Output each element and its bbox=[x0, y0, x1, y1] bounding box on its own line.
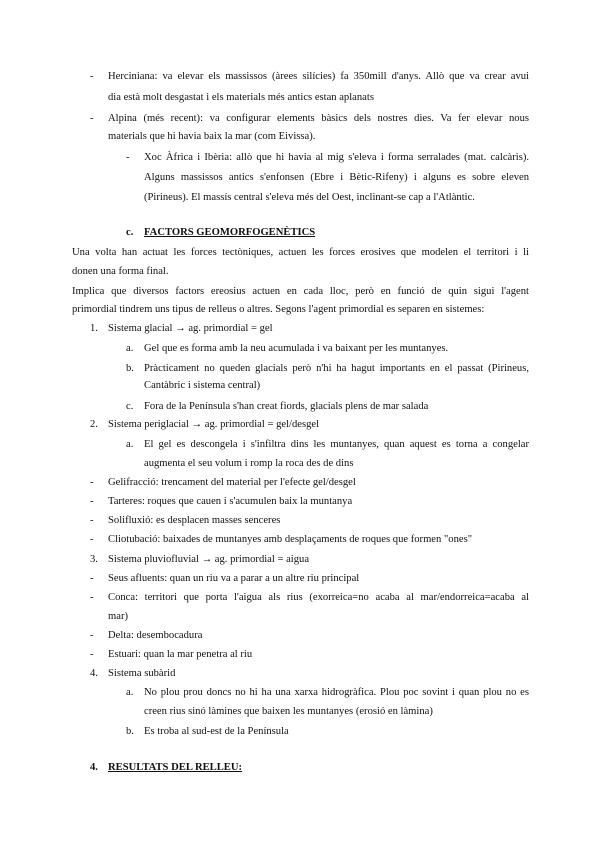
bullet-dash: - bbox=[90, 534, 94, 545]
list-letter: b. bbox=[126, 726, 134, 737]
list-letter: a. bbox=[126, 687, 134, 698]
paragraph-line: Una volta han actuat les forces tectòniques, actuen les forces erosives que modelen el territori i li bbox=[72, 247, 529, 258]
list-number: 3. bbox=[90, 554, 98, 565]
bullet-dash: - bbox=[90, 649, 94, 660]
list-item-text: Tarteres: roques que cauen i s'acumulen baix la muntanya bbox=[108, 496, 353, 507]
list-item-text: Estuari: quan la mar penetra al riu bbox=[108, 649, 253, 660]
section-heading: RESULTATS DEL RELLEU: bbox=[108, 762, 243, 773]
bullet-dash: - bbox=[90, 496, 94, 507]
paragraph-line: primordial tindrem uns tipus de relleus o altres. Segons l'agent primordial es separen en sistemes: bbox=[72, 304, 485, 315]
list-item-text: El gel es descongela i s'infiltra dins les muntanyes, quan aquest es torna a congelar bbox=[144, 439, 529, 450]
bullet-dash: - bbox=[90, 592, 94, 603]
list-item-text: Fora de la Península s'han creat fiords, glacials plens de mar salada bbox=[144, 401, 429, 412]
list-item-text: No plou prou doncs no hi ha una xarxa hidrogràfica. Plou poc sovint i quan plou no es bbox=[144, 687, 529, 698]
list-letter: a. bbox=[126, 439, 134, 450]
list-item-label: Sistema periglacial → ag. primordial = gel/desgel bbox=[108, 419, 320, 430]
text-line: (Pirineus). El massís central s'eleva més del Oest, inclinant-se cap a l'Atlàntic. bbox=[144, 192, 475, 203]
list-number: 4. bbox=[90, 668, 98, 679]
list-item-label: Sistema pluviofluvial → ag. primordial = aigua bbox=[108, 554, 310, 565]
text-line: dia està molt desgastat i els materials més antics estan aplanats bbox=[108, 92, 374, 103]
text-line: Herciniana: va elevar els massissos (àrees silícies) fa 350mill d'anys. Allò que va crear avui bbox=[108, 71, 529, 82]
list-item-text: Conca: territori que porta l'aigua als rius (exorreica=no acaba al mar/endorreica=acaba al bbox=[108, 592, 529, 603]
text-line: Alpina (més recent): va configurar elements bàsics dels nostres dies. Va fer elevar nous bbox=[108, 113, 529, 124]
list-item-text: Pràcticament no queden glacials però n'hi ha hagut importants en el passat (Pirineus, bbox=[144, 363, 529, 374]
bullet-dash: - bbox=[90, 573, 94, 584]
list-item-text: Cliotubació: baixades de muntanyes amb desplaçaments de roques que formen "ones" bbox=[108, 534, 473, 545]
list-letter: a. bbox=[126, 343, 134, 354]
list-number: 1. bbox=[90, 323, 98, 334]
list-item-text: augmenta el seu volum i romp la roca des de dins bbox=[144, 458, 354, 469]
list-item-text: Delta: desembocadura bbox=[108, 630, 203, 641]
bullet-dash: - bbox=[90, 71, 94, 82]
bullet-dash: - bbox=[90, 113, 94, 124]
list-item-text: Cantàbric i sistema central) bbox=[144, 380, 261, 391]
list-letter: c. bbox=[126, 401, 134, 412]
list-item-text: Solifluxió: es desplacen masses senceres bbox=[108, 515, 281, 526]
bullet-dash: - bbox=[90, 515, 94, 526]
list-item-text: creen rius sinó làmines que baixen les muntanyes (erosió en làmina) bbox=[144, 706, 433, 717]
bullet-dash: - bbox=[90, 630, 94, 641]
list-item-text: Es troba al sud-est de la Península bbox=[144, 726, 289, 737]
text-line: materials que hi havia baix la mar (com Eivissa). bbox=[108, 131, 316, 142]
text-line: Alguns massissos antics s'enfonsen (Ebre i Bètic-Rifeny) i alguns es sobre eleven bbox=[144, 172, 529, 183]
section-marker: c. bbox=[126, 227, 134, 238]
list-item-text: Seus afluents: quan un riu va a parar a un altre riu principal bbox=[108, 573, 360, 584]
list-item-text: Gelifracció: trencament del material per l'efecte gel/desgel bbox=[108, 477, 356, 488]
list-number: 2. bbox=[90, 419, 98, 430]
list-item-label: Sistema subàrid bbox=[108, 668, 176, 679]
section-number: 4. bbox=[90, 762, 98, 773]
list-item-label: Sistema glacial → ag. primordial = gel bbox=[108, 323, 273, 334]
bullet-dash: - bbox=[126, 152, 130, 163]
section-heading: FACTORS GEOMORFOGENÈTICS bbox=[144, 227, 316, 238]
bullet-dash: - bbox=[90, 477, 94, 488]
list-item-text: mar) bbox=[108, 611, 128, 622]
list-item-text: Gel que es forma amb la neu acumulada i va baixant per les muntanyes. bbox=[144, 343, 449, 354]
paragraph-line: donen una forma final. bbox=[72, 266, 169, 277]
list-letter: b. bbox=[126, 363, 134, 374]
paragraph-line: Implica que diversos factors ereosius actuen en cada lloc, però en funció de quin sigui l'agent bbox=[72, 286, 529, 297]
text-line: Xoc Àfrica i Ibèria: allò que hi havia al mig s'eleva i forma serralades (mat. calcàris). bbox=[144, 152, 529, 163]
